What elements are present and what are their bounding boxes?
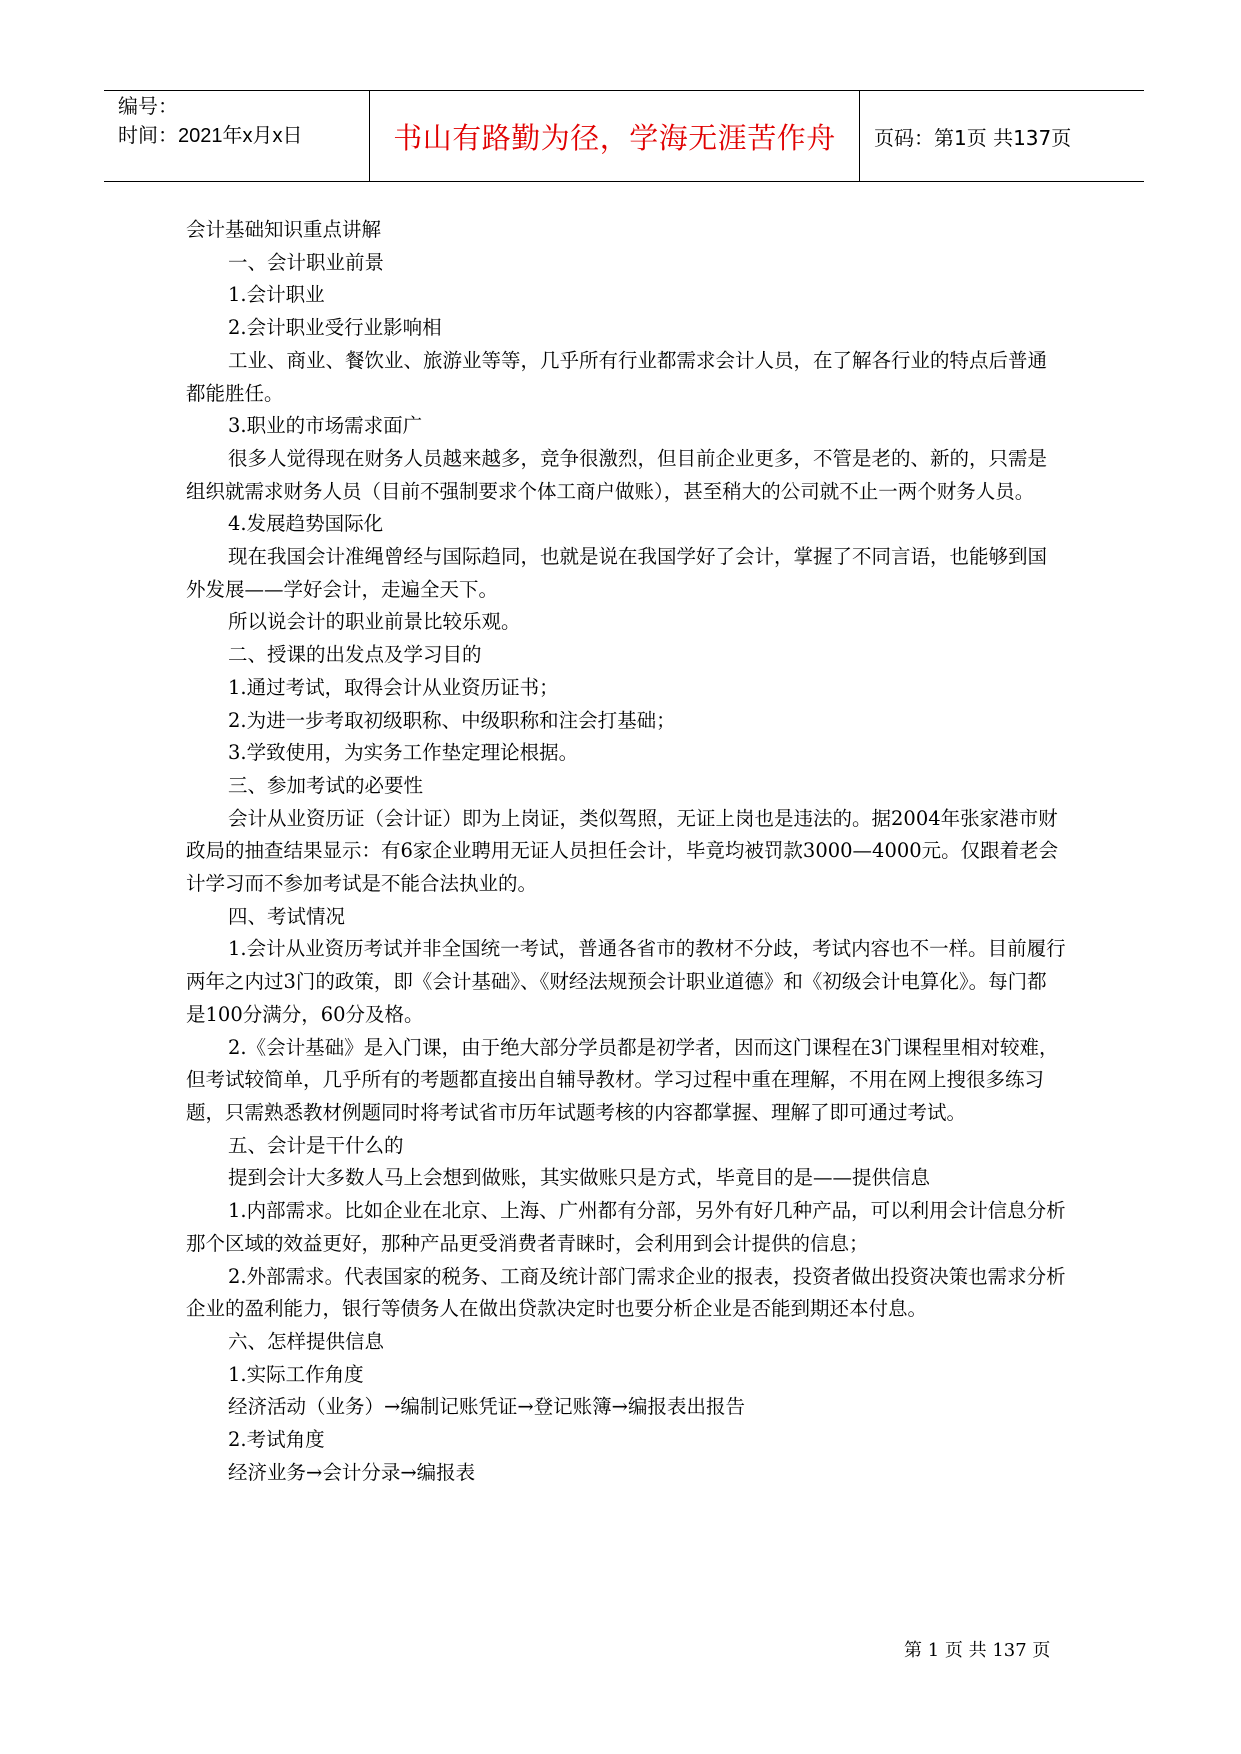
motto-text: 书山有路勤为径，学海无涯苦作舟 bbox=[393, 120, 836, 155]
header-page-cell bbox=[860, 91, 1144, 181]
page-label: 页码：第1页 共137页 bbox=[874, 125, 1072, 150]
paragraph: 1.会计从业资历考试并非全国统一考试，普通各省市的教材不分歧，考试内容也不一样。目前履行两年之内过3门的政策，即《会计基础》、《财经法规预会计职业道德》和《初级会计电算化》。每门都是100分满分，60分及格。 bbox=[186, 937, 1066, 1026]
list-item: 1.通过考试，取得会计从业资历证书； bbox=[228, 675, 559, 699]
list-item: 3.学致使用，为实务工作垫定理论根据。 bbox=[228, 741, 579, 765]
number-label: 编号： bbox=[118, 96, 178, 118]
paragraph: 提到会计大多数人马上会想到做账，其实做账只是方式，毕竟目的是——提供信息 bbox=[228, 1166, 931, 1190]
paragraph: 现在我国会计准绳曾经与国际趋同，也就是说在我国学好了会计，掌握了不同言语，也能够到国外发展——学好会计，走遍全天下。 bbox=[186, 545, 1048, 601]
time-label: 时间：2021年x月x日 bbox=[118, 125, 303, 147]
paragraph: 1.内部需求。比如企业在北京、上海、广州都有分部，另外有好几种产品，可以利用会计信息分析那个区域的效益更好，那种产品更受消费者青睐时，会利用到会计提供的信息； bbox=[186, 1199, 1066, 1255]
section-heading: 五、会计是干什么的 bbox=[228, 1133, 404, 1157]
flow-text: 经济业务→会计分录→编报表 bbox=[228, 1460, 476, 1484]
section-heading: 三、参加考试的必要性 bbox=[228, 773, 424, 797]
subheading: 2.会计职业受行业影响相 bbox=[228, 316, 442, 340]
document-title: 会计基础知识重点讲解 bbox=[186, 218, 382, 241]
header-motto-cell bbox=[370, 91, 860, 181]
document-header bbox=[104, 90, 1144, 182]
section-heading: 二、授课的出发点及学习目的 bbox=[228, 643, 482, 667]
section-heading: 四、考试情况 bbox=[228, 904, 346, 928]
header-meta-cell bbox=[104, 91, 370, 181]
document-body bbox=[186, 214, 1066, 1489]
subheading: 4.发展趋势国际化 bbox=[228, 512, 384, 536]
subheading: 2.考试角度 bbox=[228, 1428, 325, 1452]
paragraph: 工业、商业、餐饮业、旅游业等等，几乎所有行业都需求会计人员，在了解各行业的特点后普通都能胜任。 bbox=[186, 348, 1048, 405]
section-heading: 六、怎样提供信息 bbox=[228, 1329, 385, 1353]
paragraph: 所以说会计的职业前景比较乐观。 bbox=[228, 610, 521, 634]
paragraph: 2.《会计基础》是入门课，由于绝大部分学员都是初学者，因而这门课程在3门课程里相对较难，但考试较简单，几乎所有的考题都直接出自辅导教材。学习过程中重在理解，不用在网上搜很多练习题，只需熟悉教材例题同时将考试省市历年试题考核的内容都掌握、理解了即可通过考试。 bbox=[186, 1035, 1059, 1124]
subheading: 3.职业的市场需求面广 bbox=[228, 414, 423, 438]
flow-text: 经济活动（业务）→编制记账凭证→登记账簿→编报表出报告 bbox=[228, 1395, 746, 1419]
paragraph: 2.外部需求。代表国家的税务、工商及统计部门需求企业的报表，投资者做出投资决策也需求分析企业的盈利能力，银行等债务人在做出贷款决定时也要分析企业是否能到期还本付息。 bbox=[186, 1264, 1066, 1321]
paragraph: 会计从业资历证（会计证）即为上岗证，类似驾照，无证上岗也是违法的。据2004年张家港市财政局的抽查结果显示：有6家企业聘用无证人员担任会计，毕竟均被罚款3000—4000元。仅跟着老会计学习而不参加考试是不能合法执业的。 bbox=[186, 806, 1059, 896]
paragraph: 很多人觉得现在财务人员越来越多，竞争很激烈，但目前企业更多，不管是老的、新的，只需是组织就需求财务人员（目前不强制要求个体工商户做账），甚至稍大的公司就不止一两个财务人员。 bbox=[186, 446, 1048, 503]
section-heading: 一、会计职业前景 bbox=[228, 250, 385, 274]
subheading: 1.会计职业 bbox=[228, 283, 325, 307]
page-footer: 第 1 页 共 137 页 bbox=[904, 1640, 1051, 1661]
subheading: 1.实际工作角度 bbox=[228, 1362, 364, 1386]
list-item: 2.为进一步考取初级职称、中级职称和注会打基础； bbox=[228, 708, 676, 732]
